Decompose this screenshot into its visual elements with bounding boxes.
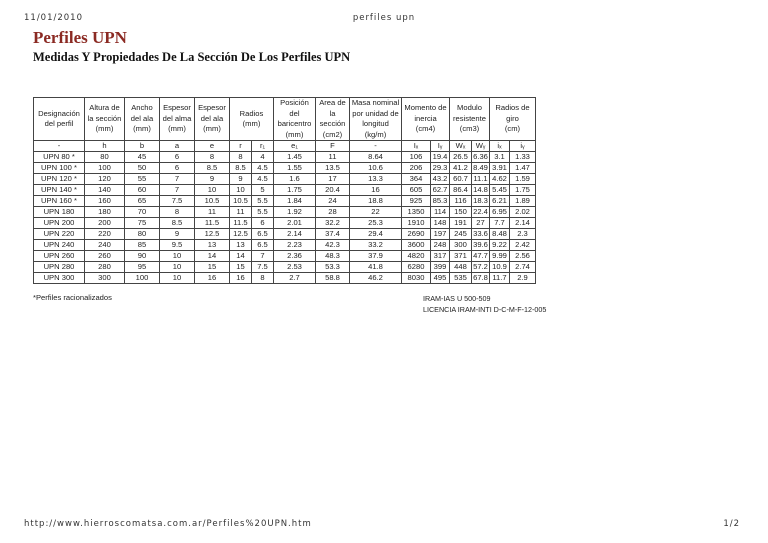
table-cell: 7 — [252, 251, 274, 262]
table-cell: 9.99 — [490, 251, 510, 262]
table-cell: 32.2 — [316, 218, 350, 229]
table-cell: 8.5 — [230, 163, 252, 174]
table-cell: 220 — [85, 229, 125, 240]
table-row — [34, 196, 536, 207]
table-cell: 2.7 — [274, 273, 316, 284]
table-cell: 2.14 — [510, 218, 536, 229]
table-cell: 3600 — [402, 240, 431, 251]
table-cell: 371 — [450, 251, 472, 262]
print-page-number: 1/2 — [723, 519, 740, 529]
table-cell: 16 — [230, 273, 252, 284]
table-cell: 2.3 — [510, 229, 536, 240]
table-body — [34, 141, 536, 284]
table-cell: 197 — [431, 229, 450, 240]
table-cell: 160 — [85, 196, 125, 207]
table-cell: 2.01 — [274, 218, 316, 229]
table-cell: 13.3 — [350, 174, 402, 185]
table-cell: 4 — [252, 152, 274, 163]
table-cell: 22.4 — [473, 207, 488, 216]
table-cell: 2.23 — [274, 240, 316, 251]
table-cell: 5 — [252, 185, 274, 196]
table-cell: 7.5 — [252, 262, 274, 273]
table-cell: 2.42 — [510, 240, 536, 251]
table-cell: 2.53 — [274, 262, 316, 273]
table-cell: 1910 — [402, 218, 431, 229]
profile-name-cell: UPN 260 — [34, 251, 85, 262]
table-cell: 13 — [195, 240, 230, 251]
table-cell: 14 — [195, 251, 230, 262]
table-cell: 60 — [125, 185, 160, 196]
symbol-cell: h — [85, 141, 125, 152]
symbol-cell: iₓ — [490, 141, 510, 152]
table-cell: 11 — [316, 152, 350, 163]
table-cell: 10.5 — [230, 196, 252, 207]
table-cell: 86.4 — [450, 185, 472, 196]
table-cell: 2.74 — [510, 262, 536, 273]
table-cell: 24 — [316, 196, 350, 207]
table-cell: 4.62 — [490, 174, 510, 185]
table-cell: 5.45 — [490, 185, 510, 196]
symbol-cell: Iₓ — [402, 141, 431, 152]
table-cell: 37.9 — [350, 251, 402, 262]
table-cell: 280 — [85, 262, 125, 273]
table-cell: 300 — [85, 273, 125, 284]
table-cell: 1.33 — [510, 152, 536, 163]
profile-name-cell: UPN 220 — [34, 229, 85, 240]
table-cell: 8 — [195, 152, 230, 163]
table-cell: 100 — [125, 273, 160, 284]
col-header-ancho: Ancho del ala (mm) — [125, 98, 160, 141]
table-cell: 17 — [316, 174, 350, 185]
table-cell: 16 — [350, 185, 402, 196]
table-cell: 206 — [402, 163, 431, 174]
table-cell: 13 — [230, 240, 252, 251]
col-header-momento: Momento de inercia (cm4) — [402, 98, 450, 141]
table-cell: 8.49 — [473, 163, 488, 172]
table-cell: 4.5 — [252, 163, 274, 174]
table-cell: 55 — [125, 174, 160, 185]
table-cell: 22 — [350, 207, 402, 218]
table-row — [34, 207, 536, 218]
table-cell: 7.7 — [490, 218, 510, 229]
table-cell: 47.7 — [473, 251, 488, 260]
table-row — [34, 185, 536, 196]
print-date: 11/01/2010 — [24, 13, 83, 23]
table-cell: 300 — [450, 240, 472, 251]
table-cell: 2.14 — [274, 229, 316, 240]
col-header-altura: Altura de la sección (mm) — [85, 98, 125, 141]
footnote: *Perfiles racionalizados — [33, 293, 112, 302]
table-cell: 33.6 — [473, 229, 488, 238]
table-cell: 605 — [402, 185, 431, 196]
symbol-cell: - — [350, 141, 402, 152]
table-cell: 1.84 — [274, 196, 316, 207]
table-cell: 8.5 — [160, 218, 195, 229]
symbol-cell: Wᵧ — [472, 141, 490, 152]
table-cell: 12.5 — [195, 229, 230, 240]
table-cell: 46.2 — [350, 273, 402, 284]
table-cell: 18.8 — [350, 196, 402, 207]
table-cell: 925 — [402, 196, 431, 207]
table-cell: 11.5 — [230, 218, 252, 229]
table-cell: 11.5 — [195, 218, 230, 229]
table-cell: 45 — [125, 152, 160, 163]
col-header-espesor-ala: Espesor del ala (mm) — [195, 98, 230, 141]
table-cell: 60.7 — [450, 174, 472, 185]
col-header-posicion: Posición del baricentro (mm) — [274, 98, 316, 141]
table-cell: 10.9 — [490, 262, 510, 273]
table-cell: 9.22 — [490, 240, 510, 251]
table-cell: 1.59 — [510, 174, 536, 185]
table-cell: 13.5 — [316, 163, 350, 174]
symbol-cell: e — [195, 141, 230, 152]
table-cell: 1.45 — [274, 152, 316, 163]
table-cell: 399 — [431, 262, 450, 273]
profile-name-cell: UPN 280 — [34, 262, 85, 273]
table-cell: 9 — [230, 174, 252, 185]
table-cell: 29.4 — [350, 229, 402, 240]
col-header-area: Area de la sección (cm2) — [316, 98, 350, 141]
table-cell: 15 — [195, 262, 230, 273]
table-cell: 58.8 — [316, 273, 350, 284]
table-row — [34, 218, 536, 229]
table-cell: 364 — [402, 174, 431, 185]
table-cell: 42.3 — [316, 240, 350, 251]
table-cell: 6.5 — [252, 229, 274, 240]
table-cell: 8.5 — [195, 163, 230, 174]
profile-name-cell: UPN 100 * — [34, 163, 85, 174]
table-cell: 7 — [160, 174, 195, 185]
table-cell: 2.36 — [274, 251, 316, 262]
profile-name-cell: UPN 140 * — [34, 185, 85, 196]
table-cell: 75 — [125, 218, 160, 229]
table-cell: 7.5 — [160, 196, 195, 207]
table-cell: 11.1 — [473, 174, 488, 183]
table-cell: 9.5 — [160, 240, 195, 251]
table-cell: 6.5 — [252, 240, 274, 251]
table-cell: 191 — [450, 218, 472, 229]
col-header-masa: Masa nominal por unidad de longitud (kg/m) — [350, 98, 402, 141]
table-cell: 240 — [85, 240, 125, 251]
table-cell: 9 — [160, 229, 195, 240]
table-cell: 85 — [125, 240, 160, 251]
table-cell: 150 — [450, 207, 472, 218]
table-cell: 90 — [125, 251, 160, 262]
symbol-cell: b — [125, 141, 160, 152]
table-cell: 100 — [85, 163, 125, 174]
table-row — [34, 251, 536, 262]
table-cell: 39.6 — [473, 240, 488, 249]
table-cell: 1.75 — [510, 185, 536, 196]
table-cell: 1.75 — [274, 185, 316, 196]
table-cell: 12.5 — [230, 229, 252, 240]
symbol-row — [34, 141, 536, 152]
table-cell: 8.48 — [490, 229, 510, 240]
table-cell: 5.5 — [252, 196, 274, 207]
table-cell: 1350 — [402, 207, 431, 218]
table-cell: 11.7 — [490, 273, 510, 284]
table-cell: 6 — [160, 163, 195, 174]
table-cell: 6 — [252, 218, 274, 229]
table-cell: 2.56 — [510, 251, 536, 262]
print-url: http://www.hierroscomatsa.com.ar/Perfiles%20UPN.htm — [24, 519, 312, 529]
table-cell: 3.1 — [490, 152, 510, 163]
table-cell: 495 — [431, 273, 450, 284]
table-cell: 8 — [252, 273, 274, 284]
table-cell: 80 — [125, 229, 160, 240]
table-row — [34, 273, 536, 284]
profile-name-cell: UPN 300 — [34, 273, 85, 284]
table-row — [34, 229, 536, 240]
table-cell: 10 — [230, 185, 252, 196]
table-cell: 57.2 — [473, 262, 488, 271]
table-cell: 114 — [431, 207, 450, 218]
table-cell: 62.7 — [431, 185, 450, 196]
symbol-cell: e₁ — [274, 141, 316, 152]
table-cell: 5.5 — [252, 207, 274, 218]
table-cell: 10.6 — [350, 163, 402, 174]
table-cell: 43.2 — [431, 174, 450, 185]
table-cell: 4820 — [402, 251, 431, 262]
table-cell: 180 — [85, 207, 125, 218]
table-cell: 2.02 — [510, 207, 536, 218]
symbol-cell: a — [160, 141, 195, 152]
table-cell: 245 — [450, 229, 472, 240]
table-cell: 260 — [85, 251, 125, 262]
table-cell: 10 — [195, 185, 230, 196]
profile-name-cell: UPN 80 * — [34, 152, 85, 163]
profile-name-cell: UPN 180 — [34, 207, 85, 218]
table-cell: 15 — [230, 262, 252, 273]
table-cell: 4.5 — [252, 174, 274, 185]
table-cell: 16 — [195, 273, 230, 284]
page-subtitle: Medidas Y Propiedades De La Sección De Los Perfiles UPN — [33, 50, 351, 64]
table-cell: 65 — [125, 196, 160, 207]
table-cell: 37.4 — [316, 229, 350, 240]
table-cell: 448 — [450, 262, 472, 273]
table-cell: 1.55 — [274, 163, 316, 174]
table-cell: 1.89 — [510, 196, 536, 207]
symbol-cell: r — [230, 141, 252, 152]
norm-line: LICENCIA IRAM-INTI D-C-M-F-12-005 — [423, 305, 547, 314]
table-cell: 11 — [195, 207, 230, 218]
table-cell: 200 — [85, 218, 125, 229]
table-cell: 3.91 — [490, 163, 510, 174]
norm-line: IRAM-IAS U 500-509 — [423, 294, 491, 303]
table-cell: 8030 — [402, 273, 431, 284]
table-cell: 85.3 — [431, 196, 450, 207]
table-cell: 10 — [160, 251, 195, 262]
table-cell: 140 — [85, 185, 125, 196]
table-cell: 48.3 — [316, 251, 350, 262]
table-cell: 2690 — [402, 229, 431, 240]
table-cell: 29.3 — [431, 163, 450, 174]
col-header-designacion: Designación del perfil — [34, 98, 85, 141]
table-row — [34, 163, 536, 174]
table-cell: 14 — [230, 251, 252, 262]
table-cell: 1.47 — [510, 163, 536, 174]
table-cell: 1.92 — [274, 207, 316, 218]
symbol-cell: Wₓ — [450, 141, 472, 152]
table-cell: 106 — [402, 152, 431, 163]
table-cell: 6.95 — [490, 207, 510, 218]
print-page-title: perfiles upn — [352, 13, 416, 23]
page-title: Perfiles UPN — [33, 28, 127, 47]
table-cell: 6280 — [402, 262, 431, 273]
table-cell: 10 — [160, 273, 195, 284]
col-header-giro: Radios de giro (cm) — [490, 98, 536, 141]
col-header-modulo: Modulo resistente (cm3) — [450, 98, 490, 141]
table-cell: 6.21 — [490, 196, 510, 207]
table-cell: 248 — [431, 240, 450, 251]
col-header-radios: Radios (mm) — [230, 98, 274, 141]
symbol-cell: - — [34, 141, 85, 152]
table-cell: 70 — [125, 207, 160, 218]
symbol-cell: F — [316, 141, 350, 152]
table-row — [34, 152, 536, 163]
table-row — [34, 240, 536, 251]
table-cell: 18.3 — [473, 196, 488, 205]
table-cell: 80 — [85, 152, 125, 163]
profile-name-cell: UPN 160 * — [34, 196, 85, 207]
table-cell: 10.5 — [195, 196, 230, 207]
table-cell: 317 — [431, 251, 450, 262]
profile-name-cell: UPN 120 * — [34, 174, 85, 185]
table-cell: 26.5 — [450, 152, 472, 163]
table-cell: 67.8 — [473, 273, 488, 282]
table-cell: 8 — [230, 152, 252, 163]
table-cell: 10 — [160, 262, 195, 273]
table-cell: 50 — [125, 163, 160, 174]
table-cell: 41.2 — [450, 163, 472, 174]
symbol-cell: r₁ — [252, 141, 274, 152]
table-cell: 95 — [125, 262, 160, 273]
table-cell: 25.3 — [350, 218, 402, 229]
table-cell: 14.8 — [473, 185, 488, 194]
table-cell: 20.4 — [316, 185, 350, 196]
col-header-espesor-alma: Espesor del alma (mm) — [160, 98, 195, 141]
table-cell: 120 — [85, 174, 125, 185]
table-cell: 11 — [230, 207, 252, 218]
table-cell: 148 — [431, 218, 450, 229]
table-cell: 27 — [472, 218, 490, 229]
table-cell: 535 — [450, 273, 472, 284]
table-cell: 116 — [450, 196, 472, 207]
profile-name-cell: UPN 240 — [34, 240, 85, 251]
table-cell: 8.64 — [350, 152, 402, 163]
table-cell: 6.36 — [473, 152, 488, 161]
table-row — [34, 174, 536, 185]
table-cell: 2.9 — [510, 273, 536, 284]
table-cell: 7 — [160, 185, 195, 196]
table-cell: 28 — [316, 207, 350, 218]
norms-block — [423, 293, 546, 315]
symbol-cell: Iᵧ — [431, 141, 450, 152]
table-cell: 6 — [160, 152, 195, 163]
table-cell: 8 — [160, 207, 195, 218]
upn-profiles-table — [33, 97, 536, 284]
table-row — [34, 262, 536, 273]
table-cell: 19.4 — [431, 152, 450, 163]
symbol-cell: iᵧ — [510, 141, 536, 152]
table-cell: 33.2 — [350, 240, 402, 251]
table-cell: 1.6 — [274, 174, 316, 185]
table-cell: 9 — [195, 174, 230, 185]
table-cell: 41.8 — [350, 262, 402, 273]
table-cell: 53.3 — [316, 262, 350, 273]
profile-name-cell: UPN 200 — [34, 218, 85, 229]
